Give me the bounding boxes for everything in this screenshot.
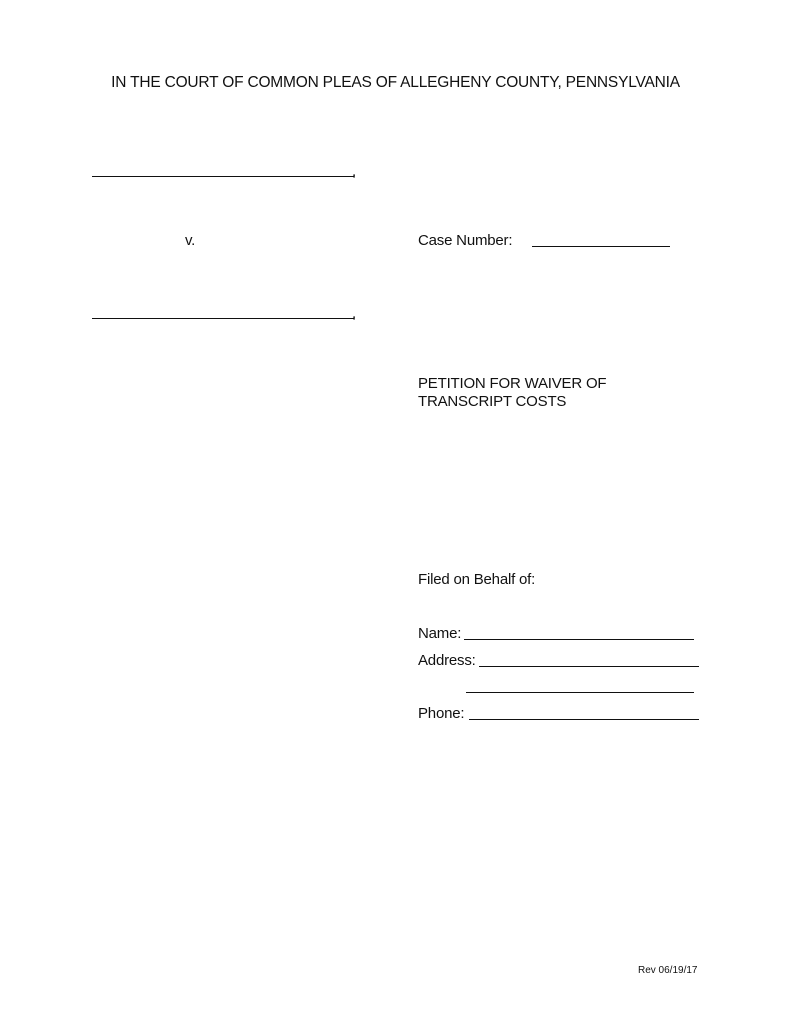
defendant-name-line[interactable]: [92, 318, 354, 319]
plaintiff-name-line[interactable]: [92, 176, 354, 177]
case-number-label: Case Number:: [418, 232, 513, 249]
case-number-field[interactable]: [532, 246, 670, 247]
address-label: Address:: [418, 652, 476, 669]
plaintiff-comma: ,: [352, 163, 357, 180]
phone-field[interactable]: [469, 719, 699, 720]
defendant-comma: ,: [352, 305, 357, 322]
address-field-line-1[interactable]: [479, 666, 699, 667]
document-title-line-1: PETITION FOR WAIVER OF: [418, 375, 607, 392]
versus-label: v.: [185, 232, 196, 249]
revision-date: Rev 06/19/17: [638, 965, 698, 976]
address-field-line-2[interactable]: [466, 692, 694, 693]
filed-on-behalf-heading: Filed on Behalf of:: [418, 571, 536, 588]
court-title: IN THE COURT OF COMMON PLEAS OF ALLEGHENY COUNTY, PENNSYLVANIA: [111, 74, 680, 91]
phone-label: Phone:: [418, 705, 465, 722]
name-label: Name:: [418, 625, 462, 642]
document-title-line-2: TRANSCRIPT COSTS: [418, 393, 567, 410]
name-field[interactable]: [464, 639, 694, 640]
